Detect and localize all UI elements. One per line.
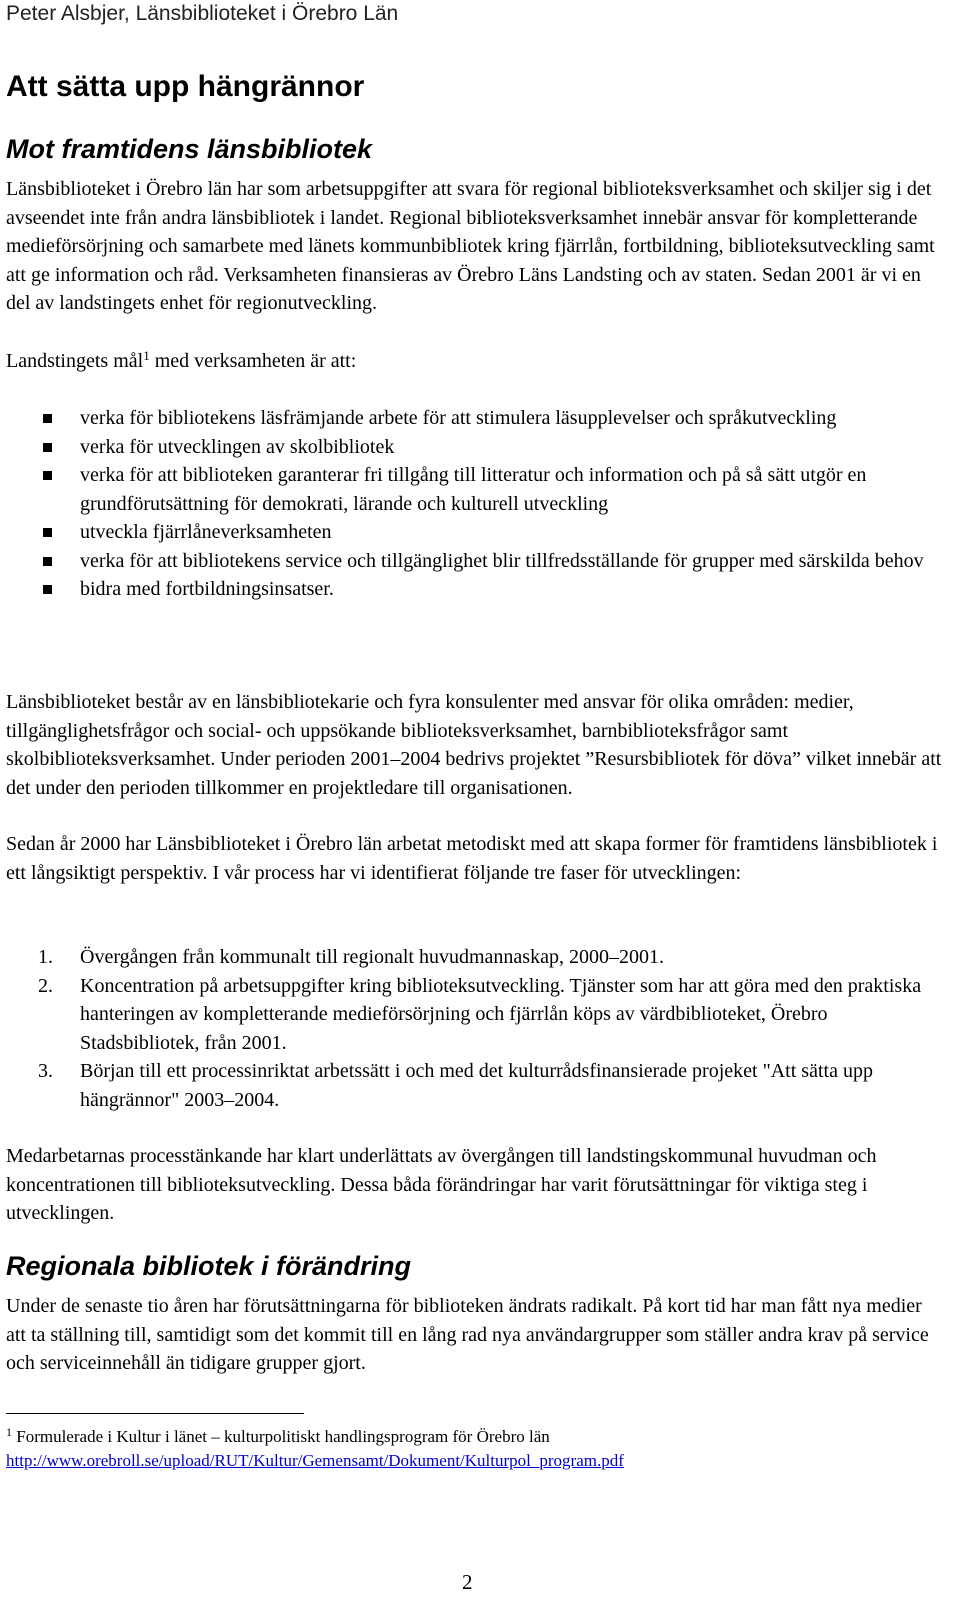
- running-header: Peter Alsbjer, Länsbiblioteket i Örebro Län: [6, 2, 399, 25]
- square-bullet-icon: [43, 557, 52, 566]
- regionala-paragraph: Under de senaste tio åren har förutsättningarna för biblioteken ändrats radikalt. På kort tid har man fått nya medier att ta ställning till, samtidigt som det kommit till en lång rad nya användargrupper som ställer andra krav på service och serviceinnehåll än tidigare grupper gjort.: [6, 1295, 929, 1374]
- list-item-number: 1.: [38, 946, 53, 968]
- list-item-text: Övergången från kommunalt till regionalt huvudmannaskap, 2000–2001.: [80, 946, 664, 968]
- goals-lead-tail: med verksamheten är att:: [149, 350, 357, 372]
- footnote-link[interactable]: http://www.orebroll.se/upload/RUT/Kultur/Gemensamt/Dokument/Kulturpol_program.pdf: [6, 1451, 624, 1470]
- goals-lead-text: Landstingets mål: [6, 350, 144, 372]
- list-item-number: 3.: [38, 1060, 53, 1082]
- intro-paragraph: Länsbiblioteket i Örebro län har som arbetsuppgifter att svara för regional biblioteksverksamhet och skiljer sig i det avseendet inte från andra länsbibliotek i landet. Regional biblioteksverksamhet innebär ansvar för kompletterande medieförsörjning och samarbete med länets kommunbibliotek kring fjärrlån, fortbildning, biblioteksutveckling samt att ge information och råd. Verksamheten finansieras av Örebro Läns Landsting och av staten. Sedan 2001 är vi en del av landstingets enhet för regionutveckling.: [6, 178, 935, 314]
- list-item: [0, 575, 950, 604]
- list-item: [0, 518, 950, 547]
- list-item-text: verka för utvecklingen av skolbibliotek: [80, 435, 395, 458]
- list-item: [0, 461, 950, 518]
- page-number: 2: [462, 1570, 473, 1594]
- list-item-text: verka för att bibliotekens service och tillgänglighet blir tillfredsställande för grupper med särskilda behov: [80, 549, 924, 572]
- footnote-reference: 1: [143, 348, 150, 363]
- square-bullet-icon: [43, 528, 52, 537]
- list-item-number: 2.: [38, 974, 53, 997]
- goals-list: [0, 404, 950, 604]
- section-heading-mot-framtidens: Mot framtidens länsbibliotek: [6, 134, 373, 164]
- list-item: [0, 547, 950, 576]
- list-item-text: verka för att biblioteken garanterar fri tillgång till litteratur och information och på så sätt utgör en grundförutsättning för demokrati, lärande och kulturell utveckling: [80, 464, 867, 515]
- section-heading-regionala: Regionala bibliotek i förändring: [6, 1251, 412, 1281]
- list-item: [0, 972, 950, 1058]
- square-bullet-icon: [43, 414, 52, 423]
- square-bullet-icon: [43, 443, 52, 452]
- method-paragraph: Sedan år 2000 har Länsbiblioteket i Örebro län arbetat metodiskt med att skapa former för framtidens länsbibliotek i ett långsiktigt perspektiv. I vår process har vi identifierat följande tre faser för utvecklingen:: [6, 833, 938, 884]
- footnote-divider: [6, 1413, 304, 1414]
- square-bullet-icon: [43, 471, 52, 480]
- square-bullet-icon: [43, 585, 52, 594]
- document-title: Att sätta upp hängrännor: [6, 70, 365, 103]
- footnote-marker: 1: [6, 1425, 12, 1439]
- staff-paragraph: Länsbiblioteket består av en länsbibliotekarie och fyra konsulenter med ansvar för olika områden: medier, tillgänglighetsfrågor och social- och uppsökande biblioteksverksamhet, barnbiblioteksfrågor samt skolbiblioteksverksamhet. Under perioden 2001–2004 bedrivs projektet ”Resursbibliotek för döva” vilket innebär att det under den perioden tillkommer en projektledare till organisationen.: [6, 691, 942, 799]
- list-item-text: bidra med fortbildningsinsatser.: [80, 578, 334, 600]
- list-item-text: utveckla fjärrlåneverksamheten: [80, 521, 332, 543]
- footnote: [6, 1425, 946, 1473]
- list-item-text: Koncentration på arbetsuppgifter kring biblioteksutveckling. Tjänster som har att göra med den praktiska hanteringen av kompletterande medieförsörjning och fjärrlån köps av värdbiblioteket, Örebro Stadsbibliotek, från 2001.: [80, 974, 922, 1054]
- phases-list: [0, 943, 950, 1114]
- list-item-text: verka för bibliotekens läsfrämjande arbete för att stimulera läsupplevelser och språkutveckling: [80, 407, 837, 429]
- goals-lead-paragraph: [6, 347, 946, 376]
- list-item: [0, 1057, 950, 1114]
- list-item: [0, 433, 950, 462]
- list-item: [0, 404, 950, 433]
- closing-paragraph: Medarbetarnas processtänkande har klart underlättats av övergången till landstingskommunal huvudman och koncentrationen till biblioteksutveckling. Dessa båda förändringar har varit förutsättningar för viktiga steg i utvecklingen.: [6, 1145, 877, 1224]
- footnote-text: Formulerade i Kultur i länet – kulturpolitiskt handlingsprogram för Örebro län: [16, 1427, 550, 1446]
- list-item: [0, 943, 950, 972]
- list-item-text: Början till ett processinriktat arbetssätt i och med det kulturrådsfinansierade projeket "Att sätta upp hängrännor" 2003–2004.: [80, 1060, 873, 1111]
